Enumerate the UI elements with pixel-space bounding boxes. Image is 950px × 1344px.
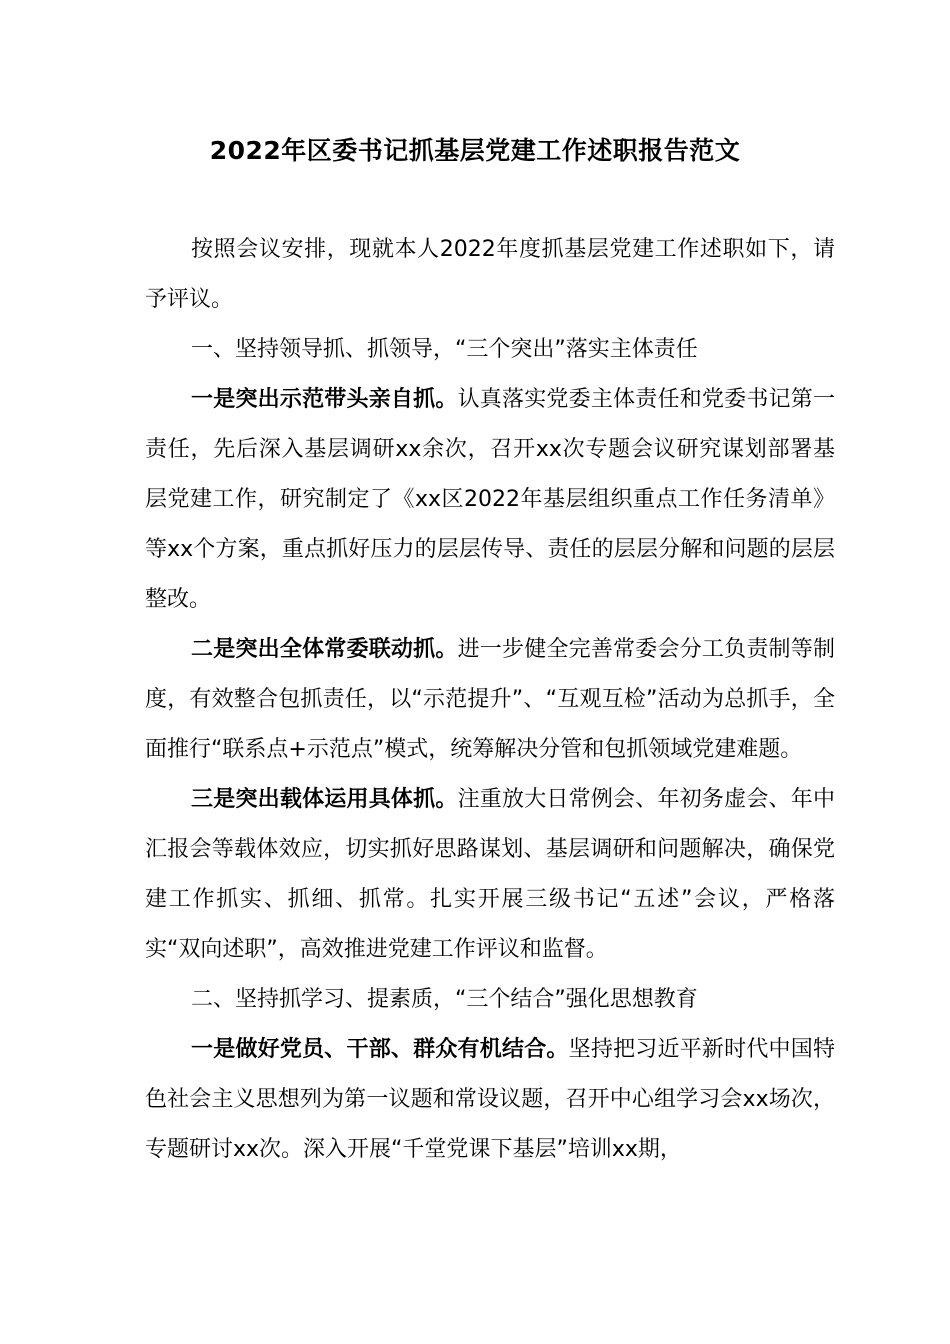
document-title: 2022年区委书记抓基层党建工作述职报告范文 [209, 136, 741, 165]
paragraph-text: 认真落实党委主体责任和党委书记第一责任，先后深入基层调研xx余次，召开xx次专题会议研究谋划部署基层党建工作，研究制定了《xx区2022年基层组织重点工作任务清单》等xx个方案，重点抓好压力的层层传导、责任的层层分解和问题的层层整改。 [145, 387, 835, 612]
paragraph-text: 注重放大日常例会、年初务虚会、年中汇报会等载体效应，切实抓好思路谋划、基层调研和问题解决，确保党建工作抓实、抓细、抓常。扎实开展三级书记“五述”会议，严格落实“双向述职”，高效推进党建工作评议和监督。 [145, 787, 835, 962]
paragraph-1-2 [145, 625, 835, 775]
paragraph-text: 二、坚持抓学习、提素质，“三个结合”强化思想教育 [191, 987, 698, 1012]
paragraph-lead: 三是突出载体运用具体抓。 [191, 787, 458, 812]
paragraph-lead: 一是突出示范带头亲自抓。 [191, 387, 458, 412]
paragraph-text: 一、坚持领导抓、抓领导，“三个突出”落实主体责任 [191, 337, 698, 362]
paragraph-text: 按照会议安排，现就本人2022年度抓基层党建工作述职如下，请予评议。 [145, 237, 835, 312]
paragraph-1-1 [145, 375, 835, 625]
paragraph-lead: 二是突出全体常委联动抓。 [191, 637, 458, 662]
paragraph-text: 坚持把习近平新时代中国特色社会主义思想列为第一议题和常设议题，召开中心组学习会xx场次，专题研讨xx次。深入开展“千堂党课下基层”培训xx期， [145, 1037, 835, 1162]
paragraph-lead: 一是做好党员、干部、群众有机结合。 [191, 1037, 569, 1062]
paragraph-1-3 [145, 775, 835, 975]
section-heading-1 [145, 325, 835, 375]
paragraph-intro [145, 225, 835, 325]
document-body [145, 225, 835, 1175]
paragraph-2-1 [145, 1025, 835, 1175]
section-heading-2 [145, 975, 835, 1025]
paragraph-text: 进一步健全完善常委会分工负责制等制度，有效整合包抓责任，以“示范提升”、“互观互检”活动为总抓手，全面推行“联系点+示范点”模式，统筹解决分管和包抓领域党建难题。 [145, 637, 835, 762]
